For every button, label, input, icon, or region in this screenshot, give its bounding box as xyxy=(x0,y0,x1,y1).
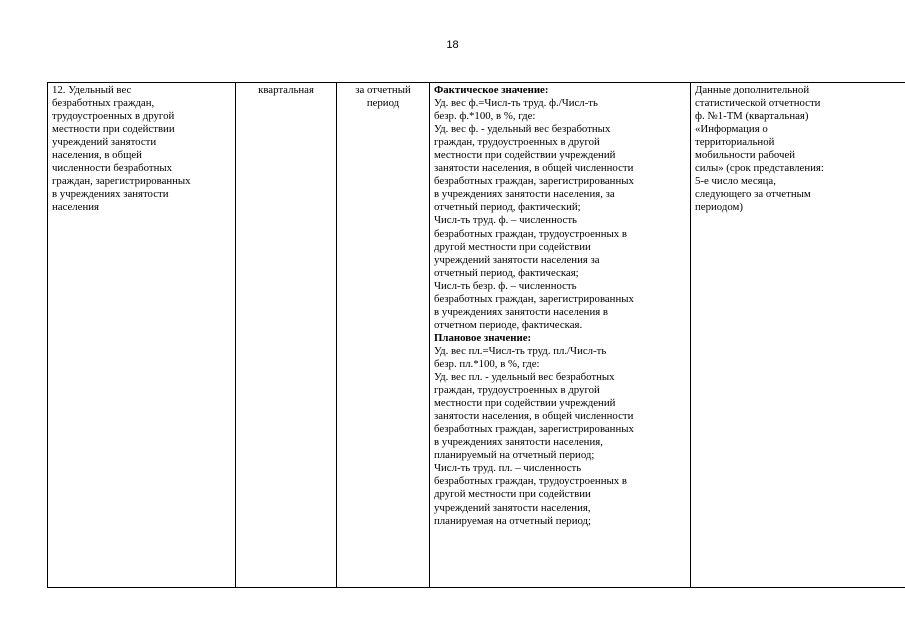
method-line: местности при содействии учреждений xyxy=(434,397,616,410)
method-line: планируемый на отчетный период; xyxy=(434,449,595,462)
method-line: отчетный период, фактический; xyxy=(434,201,581,214)
indicator-name-cell xyxy=(48,83,236,588)
method-line: занятости населения, в общей численности xyxy=(434,410,634,423)
method-line: отчетном периоде, фактическая. xyxy=(434,318,583,331)
indicator-line: местности при содействии xyxy=(52,123,175,136)
method-line: безработных граждан, зарегистрированных xyxy=(434,423,634,436)
method-line: занятости населения, в общей численности xyxy=(434,162,634,175)
method-line: безр. ф.*100, в %, где: xyxy=(434,110,536,123)
frequency-text: квартальная xyxy=(258,84,314,96)
method-line: безработных граждан, трудоустроенных в xyxy=(434,475,627,488)
method-line: учреждений занятости населения, xyxy=(434,501,591,514)
source-line: силы» (срок представления: xyxy=(695,162,824,175)
period-cell xyxy=(337,83,430,588)
method-line: Уд. вес ф. - удельный вес безработных xyxy=(434,123,611,136)
method-line: в учреждениях занятости населения, за xyxy=(434,188,615,201)
source-line: 5-е число месяца, xyxy=(695,175,776,188)
method-line: граждан, трудоустроенных в другой xyxy=(434,136,600,149)
method-line: Уд. вес ф.=Числ-ть труд. ф./Числ-ть xyxy=(434,97,598,110)
period-line: за отчетный xyxy=(355,84,411,96)
method-line: планируемая на отчетный период; xyxy=(434,514,592,527)
source-line: статистической отчетности xyxy=(695,97,821,110)
plan-value-heading: Плановое значение: xyxy=(434,331,532,344)
source-line: территориальной xyxy=(695,136,775,149)
calculation-method-cell xyxy=(430,83,691,588)
method-line: безр. пл.*100, в %, где: xyxy=(434,357,540,370)
method-line: местности при содействии учреждений xyxy=(434,149,616,162)
actual-value-heading: Фактическое значение: xyxy=(434,84,549,96)
source-line: следующего за отчетным xyxy=(695,188,811,201)
indicator-line: трудоустроенных в другой xyxy=(52,110,175,123)
indicator-line: учреждений занятости xyxy=(52,136,157,149)
method-line: в учреждениях занятости населения, xyxy=(434,436,603,449)
indicator-line: 12. Удельный вес xyxy=(52,84,132,96)
method-line: безработных граждан, зарегистрированных xyxy=(434,175,634,188)
indicator-table xyxy=(47,82,905,588)
indicator-line: населения, в общей xyxy=(52,149,142,162)
method-line: отчетный период, фактическая; xyxy=(434,266,579,279)
indicator-line: граждан, зарегистрированных xyxy=(52,175,191,188)
source-line: Данные дополнительной xyxy=(695,84,810,96)
method-line: другой местности при содействии xyxy=(434,240,591,253)
source-line: «Информация о xyxy=(695,123,768,136)
method-line: Уд. вес пл.=Числ-ть труд. пл./Числ-ть xyxy=(434,344,607,357)
indicator-line: в учреждениях занятости xyxy=(52,188,169,201)
table-row xyxy=(48,83,905,588)
method-line: безработных граждан, трудоустроенных в xyxy=(434,227,627,240)
indicator-line: численности безработных xyxy=(52,162,173,175)
source-line: ф. №1-ТМ (квартальная) xyxy=(695,110,809,123)
method-line: в учреждениях занятости населения в xyxy=(434,305,608,318)
frequency-cell xyxy=(236,83,337,588)
data-source-cell xyxy=(691,83,905,588)
indicator-line: населения xyxy=(52,201,99,214)
method-line: Уд. вес пл. - удельный вес безработных xyxy=(434,371,615,384)
page-number: 18 xyxy=(446,39,459,51)
indicator-line: безработных граждан, xyxy=(52,97,155,110)
method-line: Числ-ть труд. ф. – численность xyxy=(434,214,577,227)
source-line: мобильности рабочей xyxy=(695,149,796,162)
method-line: граждан, трудоустроенных в другой xyxy=(434,384,600,397)
method-line: Числ-ть безр. ф. – численность xyxy=(434,279,577,292)
period-line: период xyxy=(366,97,400,110)
method-line: другой местности при содействии xyxy=(434,488,591,501)
method-line: безработных граждан, зарегистрированных xyxy=(434,292,634,305)
source-line: периодом) xyxy=(695,201,743,214)
method-line: учреждений занятости населения за xyxy=(434,253,600,266)
method-line: Числ-ть труд. пл. – численность xyxy=(434,462,582,475)
